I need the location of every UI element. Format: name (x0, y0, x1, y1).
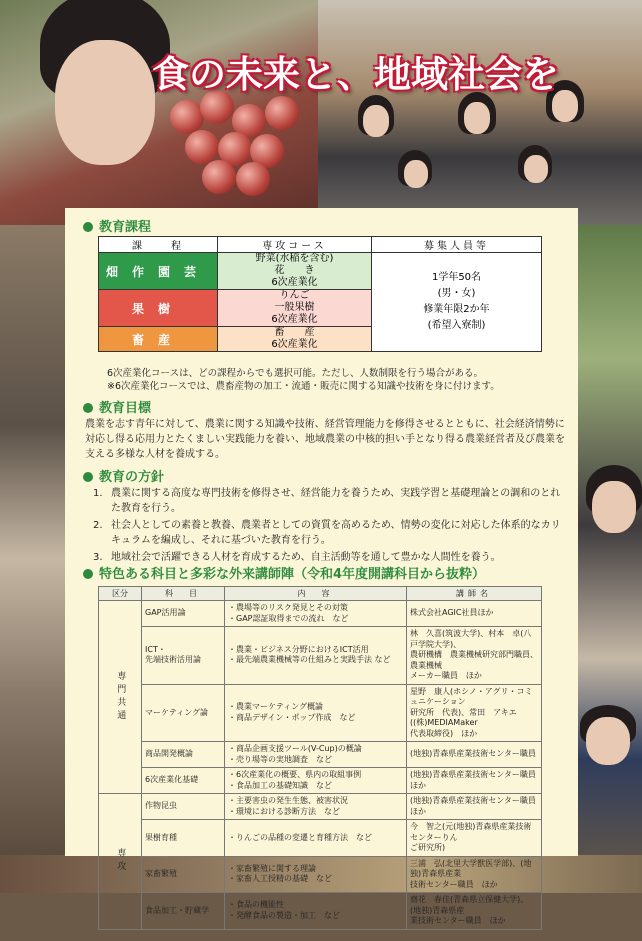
curriculum-table (98, 236, 542, 352)
course-name: 畑作園芸 (99, 253, 218, 290)
list-item: 1. 農業に関する高度な専門技術を修得させ、経営能力を養うため、実践学習と基礎理論との調和のとれた教育を行う。 (93, 488, 561, 514)
list-item: 3. 地域社会で活躍できる人材を育成するため、自主活動等を通して豊かな人間性を養う。 (93, 552, 501, 563)
student-face (55, 40, 155, 165)
lecturers-table (98, 586, 542, 930)
lecturer-cell: 三浦 弘(北里大学獣医学部)、(地独)青森県産業 技術センター職員 ほか (407, 856, 542, 893)
bullet-icon (83, 472, 93, 482)
course-name: 果樹 (99, 290, 218, 327)
table-row (99, 794, 542, 820)
content-cell: ・農業・ビジネス分野におけるICT活用 ・最先端農業機械等の仕組みと実践手法 など (225, 627, 407, 685)
content-panel (65, 208, 578, 925)
table-row (99, 820, 542, 857)
recruitment-info: 1学年50名 (男・女) 修業年限2か年 (希望入寮制) (372, 253, 542, 352)
goals-section-title: 教育目標 (83, 397, 151, 416)
subject-cell: 食品加工・貯蔵学 (142, 893, 225, 930)
lecturers-section-title: 特色ある科目と多彩な外来講師陣（令和4年度開講科目から抜粋） (83, 563, 485, 582)
header-major: 専攻コース (218, 237, 372, 253)
left-photo-strip (0, 225, 65, 893)
table-row (99, 627, 542, 685)
bullet-icon (83, 403, 93, 413)
content-cell: ・農業マーケティング概論 ・商品デザイン・ポップ作成 など (225, 684, 407, 742)
table-row (99, 768, 542, 794)
category-cell: 専攻 (99, 794, 142, 930)
header-subject: 科 目 (142, 587, 225, 601)
subject-cell: ICT・ 先端技術活用論 (142, 627, 225, 685)
table-row (99, 684, 542, 742)
header-content: 内 容 (225, 587, 407, 601)
header-course: 課 程 (99, 237, 218, 253)
content-cell: ・りんごの品種の変遷と育種方法 など (225, 820, 407, 857)
lecturer-cell: (地独)青森県産業技術センター職員 (407, 742, 542, 768)
content-cell: ・主要害虫の発生生態、被害状況 ・環境における診断方法 など (225, 794, 407, 820)
subject-cell: 商品開発概論 (142, 742, 225, 768)
curriculum-note: ※6次産業化コースでは、農畜産物の加工・流通・販売に関する知識や技術を身に付けます。 (107, 381, 500, 392)
table-row (99, 893, 542, 930)
lecturer-cell: 株式会社AGIC社員ほか (407, 601, 542, 627)
student-with-grapes-photo (0, 0, 318, 225)
course-name: 畜産 (99, 327, 218, 352)
bullet-icon (83, 569, 93, 579)
list-item: 2. 社会人としての素養と教養、農業者としての資質を高めるため、情勢の変化に対応した体系的なカリキュラムを編成し、それに基づいた教育を行う。 (93, 520, 561, 546)
major-list: 畜 産 6次産業化 (218, 327, 372, 352)
subject-cell: マーケティング論 (142, 684, 225, 742)
major-list: 野菜(水稲を含む) 花 き 6次産業化 (218, 253, 372, 290)
right-photo-strip (578, 225, 642, 893)
lecturer-cell: (地独)青森県産業技術センター職員 ほか (407, 794, 542, 820)
content-cell: ・農場等のリスク発見とその対策 ・GAP認証取得までの流れ など (225, 601, 407, 627)
bullet-icon (83, 222, 93, 232)
content-cell: ・6次産業化の概要、県内の取組事例 ・食品加工の基礎知識 など (225, 768, 407, 794)
goals-text: 農業を志す青年に対して、農業に関する知識や技術、経営管理能力を修得させるとともに、社会経済情勢に対応し得る応用力とたくましい実践能力を養い、地域農業の中核的担い手となり得る農業経営者及び農業を支える多様な人材を養成する。 (85, 419, 565, 460)
policy-section-title: 教育の方針 (83, 466, 164, 485)
lecturer-cell: 今 智之(元(地独)青森県産業技術センターりん ご研究所) (407, 820, 542, 857)
lecturer-cell: 星野 康人(ホシノ・アグリ・コミュニケーション 研究所 代表)、常田 アキエ((株)MEDIAMaker 代表取締役) ほか (407, 684, 542, 742)
subject-cell: 6次産業化基礎 (142, 768, 225, 794)
subject-cell: GAP活用論 (142, 601, 225, 627)
table-row (99, 253, 542, 290)
header-lecturer: 講師名 (407, 587, 542, 601)
header-category: 区分 (99, 587, 142, 601)
table-row (99, 856, 542, 893)
students-with-certificates-photo (318, 0, 642, 225)
subject-cell: 果樹育種 (142, 820, 225, 857)
curriculum-note: 6次産業化コースは、どの課程からでも選択可能。ただし、人数制限を行う場合がある。 (107, 368, 483, 379)
policy-list (93, 486, 563, 567)
table-row (99, 601, 542, 627)
content-cell: ・家畜繁殖に関する理論 ・家畜人工授精の基礎 など (225, 856, 407, 893)
subject-cell: 作物昆虫 (142, 794, 225, 820)
table-row (99, 742, 542, 768)
curriculum-section-title: 教育課程 (83, 216, 151, 235)
category-cell: 専門共通 (99, 601, 142, 794)
major-list: りんご 一般果樹 6次産業化 (218, 290, 372, 327)
lecturer-cell: 齋花 春佳(青森県立保健大学)、(地独)青森県産 業技術センター職員 ほか (407, 893, 542, 930)
lecturer-cell: (地独)青森県産業技術センター職員 ほか (407, 768, 542, 794)
lecturer-cell: 林 久喜(筑波大学)、村本 卓(八戸学院大学)、 農研機構 農業機械研究部門職員、農業機械 メーカー職員 ほか (407, 627, 542, 685)
content-cell: ・食品の機能性 ・発酵食品の製造・加工 など (225, 893, 407, 930)
header-recruitment: 募集人員等 (372, 237, 542, 253)
headline: 食の未来と、地域社会を (152, 53, 559, 96)
content-cell: ・商品企画支援ツール(V-Cup)の概論 ・売り場等の実地調査 など (225, 742, 407, 768)
subject-cell: 家畜繁殖 (142, 856, 225, 893)
